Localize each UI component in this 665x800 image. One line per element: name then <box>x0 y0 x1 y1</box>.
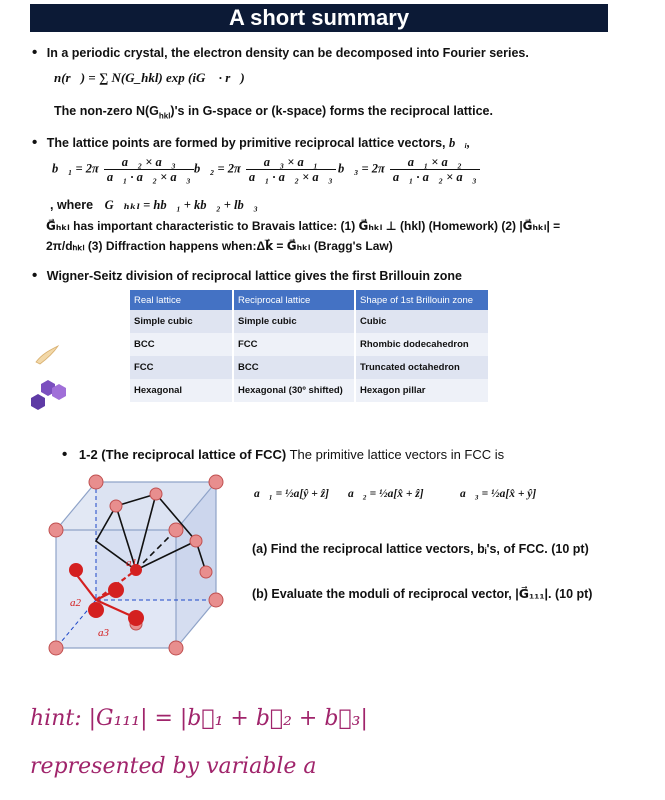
table-header: Reciprocal lattice <box>234 290 356 310</box>
table-cell: FCC <box>234 333 356 356</box>
table-row <box>130 356 490 379</box>
a2-definition: a⃗₂ = ½a[x̂ + ẑ] <box>348 488 424 500</box>
nonzero-line <box>54 104 493 121</box>
bullet-1-text: In a periodic crystal, the electron density can be decomposed into Fourier series. <box>46 46 529 60</box>
table-cell: Simple cubic <box>130 310 234 333</box>
where-equation: G⃗ₕₖₗ = hb⃗₁ + kb⃗₂ + lb⃗₃ <box>104 198 258 212</box>
table-header: Real lattice <box>130 290 234 310</box>
table-cell: Rhombic dodecahedron <box>356 333 490 356</box>
a3-definition: a⃗₃ = ½a[x̂ + ŷ] <box>460 488 537 500</box>
question-b: (b) Evaluate the moduli of reciprocal vector, |G⃗₁₁₁|. (10 pt) <box>252 587 593 601</box>
hexagon-logo-icon <box>28 344 72 414</box>
b2-lhs: b⃗₂ = 2π <box>194 161 241 176</box>
table-cell: Cubic <box>356 310 490 333</box>
table-header: Shape of 1st Brillouin zone <box>356 290 490 310</box>
nonzero-rest: )'s in G-space or (k-space) forms the reciprocal lattice. <box>170 104 493 118</box>
vector-label-a3: a3 <box>98 627 109 639</box>
bullet-2-symbol: b⃗ᵢ, <box>448 136 471 150</box>
hexagon-icon <box>31 394 45 410</box>
table-header-row <box>130 290 490 310</box>
table-cell: Hexagon pillar <box>356 379 490 402</box>
bullet-dot: • <box>32 134 38 151</box>
problem-heading-bold: 1-2 (The reciprocal lattice of FCC) <box>78 447 287 462</box>
table-cell: FCC <box>130 356 234 379</box>
bullet-dot: • <box>62 446 68 463</box>
problem-heading <box>62 446 504 463</box>
page-title: A short summary <box>228 5 410 30</box>
feather-icon <box>36 346 58 364</box>
table-cell: Hexagonal <box>130 379 234 402</box>
problem-heading-rest: The primitive lattice vectors in FCC is <box>286 447 505 462</box>
handwritten-hint: hint: |G₁₁₁| = |b⃗₁ + b⃗₂ + b⃗₃| <box>30 706 368 731</box>
bullet-2 <box>32 134 470 151</box>
bullet-3 <box>32 267 462 284</box>
b1-equation <box>52 155 196 184</box>
table-cell: BCC <box>234 356 356 379</box>
density-equation: n(r⃗) = ∑ N(G_hkl) exp (iG⃗ · r⃗) <box>54 70 245 85</box>
table-cell: Simple cubic <box>234 310 356 333</box>
vector-label-a1: a1 <box>126 557 137 569</box>
table-row <box>130 379 490 402</box>
b3-equation <box>338 155 482 184</box>
bullet-2-text: The lattice points are formed by primitive reciprocal lattice vectors, <box>46 136 449 150</box>
table-cell: BCC <box>130 333 234 356</box>
where-line <box>50 197 258 213</box>
where-label: , where <box>50 198 94 212</box>
table-cell: Hexagonal (30º shifted) <box>234 379 356 402</box>
ghkl-line-1: G⃗ₕₖₗ has important characteristic to Bravais lattice: (1) G⃗ₕₖₗ ⊥ (hkl) (Homework) (2) |G⃗ₕₖₗ| = <box>46 219 561 233</box>
fcc-cube-diagram <box>36 470 246 660</box>
b1-den: a⃗₁ · a⃗₂ × a⃗₃ <box>106 170 191 184</box>
nonzero-sub: hkl <box>158 111 171 121</box>
handwritten-note: represented by variable a <box>30 754 317 779</box>
b2-num: a⃗₃ × a⃗₁ <box>246 155 336 170</box>
b2-equation <box>194 155 338 184</box>
a1-definition: a⃗₁ = ½a[ŷ + ẑ] <box>254 488 329 500</box>
b3-num: a⃗₁ × a⃗₂ <box>390 155 480 170</box>
table-row <box>130 310 490 333</box>
bullet-dot: • <box>32 44 38 61</box>
bullet-3-text: Wigner-Seitz division of reciprocal lattice gives the first Brillouin zone <box>46 269 462 283</box>
ghkl-line-2: 2π/dₕₖₗ (3) Diffraction happens when:Δk⃗ = G⃗ₕₖₗ (Bragg's Law) <box>46 239 393 253</box>
nonzero-text: The non-zero N(G <box>54 104 159 118</box>
b1-lhs: b⃗₁ = 2π <box>52 161 99 176</box>
table-cell: Truncated octahedron <box>356 356 490 379</box>
question-a: (a) Find the reciprocal lattice vectors, bᵢ's, of FCC. (10 pt) <box>252 542 589 556</box>
table-row <box>130 333 490 356</box>
b2-den: a⃗₁ · a⃗₂ × a⃗₃ <box>248 170 333 184</box>
b1-num: a⃗₂ × a⃗₃ <box>104 155 194 170</box>
brillouin-table <box>130 290 490 402</box>
vector-label-a2: a2 <box>70 597 81 609</box>
bullet-dot: • <box>32 267 38 284</box>
b3-den: a⃗₁ · a⃗₂ × a⃗₃ <box>392 170 477 184</box>
bullet-1 <box>32 44 529 61</box>
b3-lhs: b⃗₃ = 2π <box>338 161 385 176</box>
